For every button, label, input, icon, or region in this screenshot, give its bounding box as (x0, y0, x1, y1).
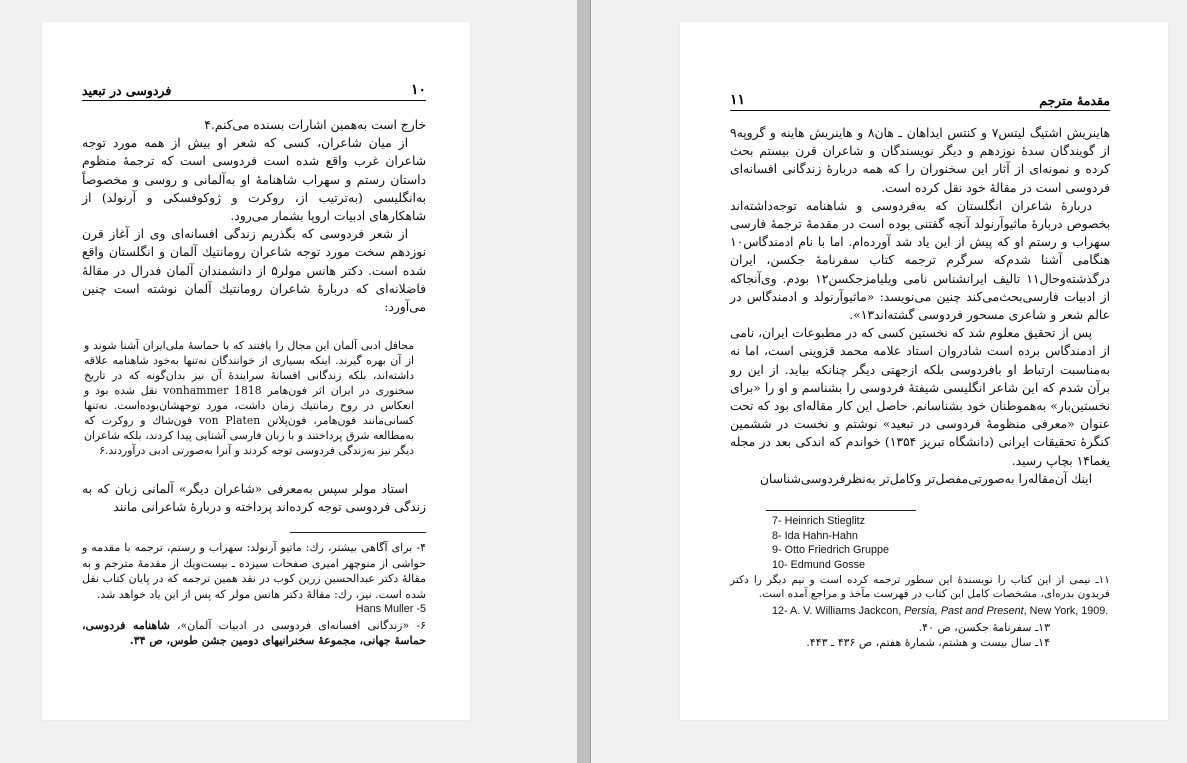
paragraph: پس از تحقیق معلوم شد که نخستین کسی که در مطبوعات ایران، نامی از ادمندگاس برده است شادروان استاد علامه محمد قزوینی است، اما نه به‌مناسبت ارتباط او بافردوسی بلکه ازجهتی دیگر چنانکه بیاید. از این رو برآن شدم که این شاعر انگلیسی شیفتهٔ فردوسی را بشناسم و او را «برای نخستین‌بار» به‌هموطنان خود بشناسانم. حاصل این کار مقاله‌ای بود که تحت عنوان «معرفی منظومهٔ فردوسی در تبعید» نوشتم و نخست در ششمین کنگرهٔ تحقیقات ایرانی (دانشگاه تبریز ۱۳۵۴) خواندم که اندکی بعد در مجله یغما۱۴ بچاپ رسید. (730, 326, 1110, 468)
footnote-8: 8- Ida Hahn-Hahn (772, 529, 858, 542)
gutter-edge (590, 0, 591, 763)
footnote-7: 7- Heinrich Stieglitz (772, 515, 866, 527)
footnote-divider (290, 532, 426, 533)
footnote-12-imprint: , New York, 1909. (1023, 605, 1109, 618)
right-page-number: ۱۱ (730, 92, 746, 108)
block-quote (84, 338, 414, 458)
footnote-6 (82, 618, 426, 649)
right-footnotes (730, 514, 1110, 651)
footnote-12-title: Persia, Past and Present (904, 605, 1024, 618)
footnote-12 (730, 604, 1110, 620)
page-gutter (577, 0, 591, 763)
right-body-text (730, 124, 1110, 488)
footnote-6-text: ۶- «زندگانی افسانه‌ای فردوسی در ادبیات آلمان»، (176, 618, 427, 632)
footnote-9: 9- Otto Friedrich Gruppe (772, 544, 890, 557)
footnote-11: ۱۱ـ نیمی از این کتاب را نویسندهٔ این سطور ترجمه کرده است و نیم دیگر را دکتر فریدون بدره‌ای، مشخصات کامل این کتاب در فهرست مآخذ و مراجع آمده است. (730, 574, 1110, 600)
left-page-number: ۱۰ (410, 82, 426, 98)
paragraph: خارج است به‌همین اشارات بسنده می‌کنم.۴ (204, 118, 426, 132)
quote-text: محافل ادبی آلمان این مجال را یافتند که با حماسهٔ ملی‌ایران آشنا شوند و از آن بهره گیرند. اینکه بسیاری از خوانندگان نه‌تنها به‌خود شاهنامه علاقه داشته‌اند، بلکه زندگانی افسانهٔ سرایندهٔ آن نیز بدان‌گونه که در تاریخ سخنوری در ایران اثر فون‌هامر vonhammer 1818 نقل شده بود و انعکاس در روح رمانتیك زمان داشت، مورد توجهشان‌بوده‌است. نه‌تنها کسانی‌مانند فون‌هامر، فون‌پلاتن von Platen فون‌شاك و روکرت که به‌مطالعه شرق پرداختند و با زبان فارسی آشنایی پیدا کردند، بلکه شاعران دیگر نیز به‌زندگی فردوسی توجه کردند و آنرا به‌صورتی ادبی درآوردند.۶ (84, 339, 414, 457)
left-body-continued (82, 480, 426, 516)
right-page-header (730, 92, 1110, 111)
paragraph: اینك آن‌مقاله‌را به‌صورتی‌مفصل‌تر وکامل‌تر به‌نظرفردوسی‌شناسان (759, 471, 1092, 486)
left-page-running-title: فردوسی در تبعید (82, 83, 172, 98)
footnote-12-author: 12- A. V. Williams Jackcon, (772, 605, 905, 618)
footnote-10: 10- Edmund Gosse (772, 558, 866, 571)
paragraph: دربارهٔ شاعران انگلستان که به‌فردوسی و شاهنامه توجه‌داشته‌اند بخصوص دربارهٔ ماثیوآرنولد آنچه گفتنی بوده است در مقدمهٔ ترجمهٔ فارسی سهراب و رستم او که پیش از این یاد شد آورده‌ام. اما با نام ادمندگاس۱۰ هنگامی آشنا شدم‌که سرگرم ترجمه کتاب سفرنامهٔ جکسن، ایران درگذشته‌وحال۱۱ تالیف ایرانشناس نامی ویلیامزجکسن۱۲ بودم. وی‌آنجاکه از ادبیات فارسی‌بحث‌می‌کند چنین می‌نویسد: «ماثیوآرنولد و ادمندگاس در عالم شعر و شاعری مسحور فردوسی گشته‌اند۱۳». (730, 198, 1110, 323)
footnote-14: ۱۴ـ سال بیست و هشتم، شمارهٔ هفتم، ص ۴۳۶ ـ ۴۴۳. (806, 636, 1050, 650)
left-footnotes (82, 540, 426, 649)
footnote-divider (766, 510, 916, 511)
right-page-running-title: مقدمهٔ مترجم (1039, 93, 1110, 108)
left-page (42, 22, 470, 720)
paragraph: هاینریش اشتیگ لیتس۷ و کنتس ایداهان ـ هان۸ و هاینریش هاینه و گروپه۹ از گویندگان سدهٔ نوزدهم و دیگر نویسندگان و شاعران قرن بیستم بحث کرده و نمونه‌ای از آثار این سخنوران را که همه دربارهٔ زندگانی افسانه‌ای فردوسی است در مقالهٔ خود نقل کرده است. (730, 126, 1110, 195)
footnote-5: 5- Hans Muller (355, 603, 426, 615)
footnote-13: ۱۳ـ سفرنامهٔ جکسن، ص ۴۰. (918, 620, 1050, 634)
paragraph: استاد مولر سپس به‌معرفی «شاعران دیگر» آلمانی زبان که به زندگی فردوسی توجه کرده‌اند پرداخته و دربارهٔ شاعرانی مانند (82, 482, 426, 515)
footnote-6-source: شاهنامه فردوسی، حماسهٔ جهانی، مجموعهٔ سخنرانیهای دومین جشن طوس، ص ۳۴. (82, 618, 426, 647)
left-body-text (82, 116, 426, 316)
left-page-header (82, 82, 426, 101)
right-page (680, 22, 1168, 720)
footnote-list-en (730, 514, 1110, 572)
paragraph: از شعر فردوسی که بگذریم زندگی افسانه‌ای وی از آغاز قرن نوزدهم سخت مورد توجه شاعران رومانتیك آلمان و انگلستان واقع شده است. دکتر هانس مولر۵ از دانشمندان آلمان فدرال در مقالهٔ فاضلانه‌ای که دربارهٔ شاعران رومانتیك آلمان نوشته است چنین می‌آورد: (82, 227, 426, 315)
footnote-4: ۴- برای آگاهی بیشتر، رك: ماتیو آرنولد: سهراب و رستم، ترجمه با مقدمه و حواشی از منوچهر امیری صفحات سیزده ـ بیست‌ویك از مقدمهٔ مترجم و به مقالهٔ دکتر عبدالحسین زرین کوب در نقد همین ترجمه که در پایان کتاب نقل شده است. نیز، رك: مقالهٔ دکتر هانس مولر که پس از این یاد خواهد شد. (82, 541, 426, 601)
paragraph: از میان شاعران، کسی که شعر او بیش از همه مورد توجه شاعران غرب واقع شده است فردوسی است که ترجمهٔ منظوم داستان رستم و سهراب شاهنامهٔ او به‌آلمانی و روسی و مخصوصاً به‌انگلیسی (به‌ترتیب از، روکرت و ژوکوفسکی و آرنولد) از شاهکارهای ادبیات اروپا بشمار می‌رود. (82, 136, 426, 224)
